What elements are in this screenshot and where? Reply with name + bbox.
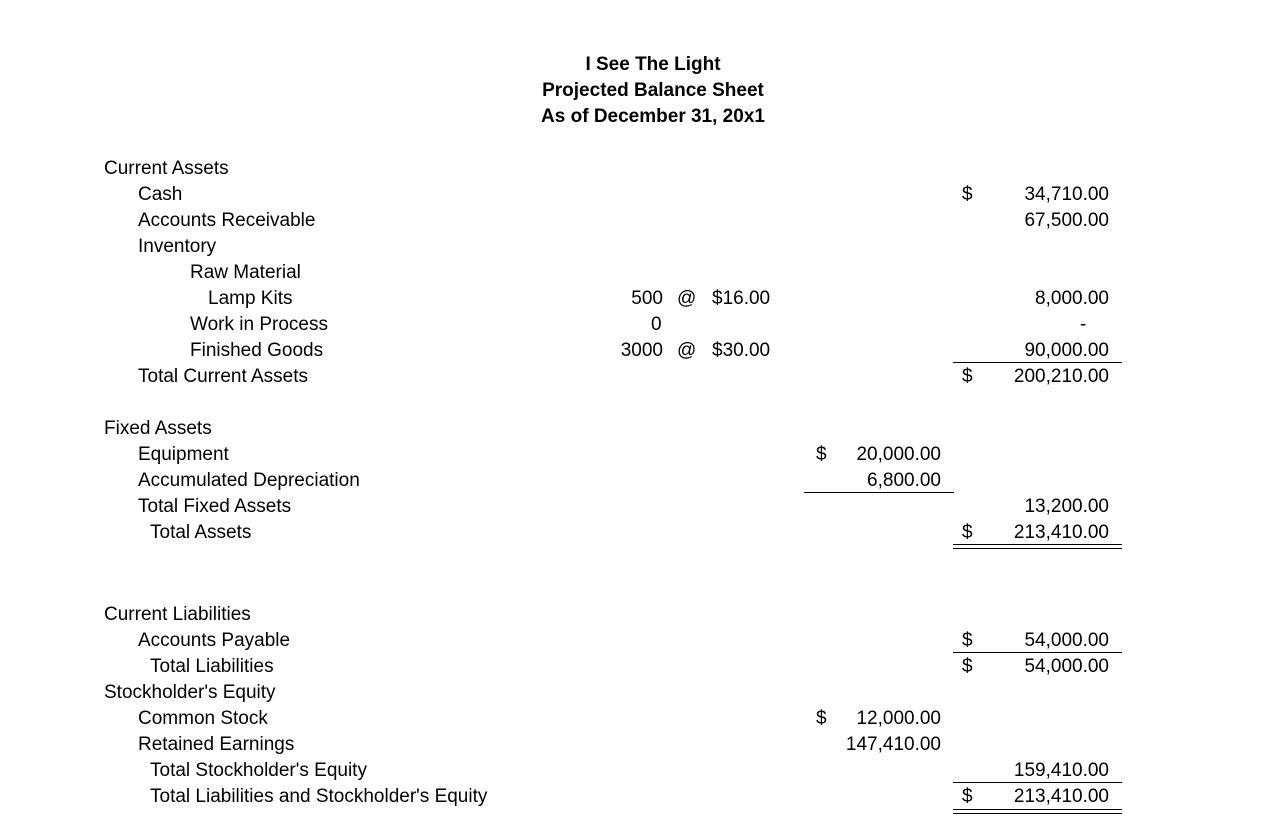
total-liabilities-currency: $ xyxy=(962,656,973,677)
current-liabilities-heading: Current Liabilities xyxy=(104,604,251,625)
finished-goods-qty: 3000 xyxy=(620,340,663,361)
retained-earnings-value: 147,410.00 xyxy=(845,734,941,755)
equipment-currency: $ xyxy=(816,444,827,465)
finished-goods-at: @ xyxy=(677,340,697,361)
finished-goods-price: $30.00 xyxy=(712,340,771,361)
accounts-payable-underline xyxy=(953,652,1122,653)
total-liabilities-equity-value: 213,410.00 xyxy=(1013,786,1109,807)
current-assets-heading: Current Assets xyxy=(104,158,229,179)
accounts-receivable-value: 67,500.00 xyxy=(1024,210,1109,231)
total-stockholders-equity-value: 159,410.00 xyxy=(1013,760,1109,781)
lamp-kits-qty: 500 xyxy=(631,288,663,309)
cash-label: Cash xyxy=(138,184,183,205)
total-liabilities-equity-double-underline-bottom xyxy=(953,813,1122,814)
accounts-payable-label: Accounts Payable xyxy=(138,630,291,651)
finished-goods-value: 90,000.00 xyxy=(1024,340,1109,361)
wip-qty: 0 xyxy=(651,314,662,335)
common-stock-label: Common Stock xyxy=(138,708,268,729)
finished-goods-underline xyxy=(953,362,1122,363)
total-current-assets-currency: $ xyxy=(962,366,973,387)
total-assets-label: Total Assets xyxy=(150,522,252,543)
accumulated-depreciation-value: 6,800.00 xyxy=(867,470,941,491)
statement-title: Projected Balance Sheet xyxy=(542,80,764,101)
cash-currency: $ xyxy=(962,184,973,205)
fixed-assets-heading: Fixed Assets xyxy=(104,418,212,439)
wip-label: Work in Process xyxy=(190,314,328,335)
total-liabilities-equity-label: Total Liabilities and Stockholder's Equity xyxy=(150,786,488,807)
accounts-payable-value: 54,000.00 xyxy=(1024,630,1109,651)
retained-earnings-label: Retained Earnings xyxy=(138,734,295,755)
company-name: I See The Light xyxy=(585,54,721,75)
inventory-label: Inventory xyxy=(138,236,217,257)
accumulated-depreciation-label: Accumulated Depreciation xyxy=(138,470,360,491)
lamp-kits-at: @ xyxy=(677,288,697,309)
total-liabilities-value: 54,000.00 xyxy=(1024,656,1109,677)
lamp-kits-price: $16.00 xyxy=(712,288,771,309)
accumulated-depreciation-underline xyxy=(804,492,954,493)
total-liabilities-equity-currency: $ xyxy=(962,786,973,807)
equipment-label: Equipment xyxy=(138,444,229,465)
lamp-kits-label: Lamp Kits xyxy=(208,288,293,309)
total-stockholders-equity-underline xyxy=(953,782,1122,783)
wip-value: - xyxy=(1080,314,1087,335)
total-fixed-assets-label: Total Fixed Assets xyxy=(138,496,292,517)
lamp-kits-value: 8,000.00 xyxy=(1035,288,1109,309)
total-liabilities-label: Total Liabilities xyxy=(150,656,274,677)
total-assets-value: 213,410.00 xyxy=(1013,522,1109,543)
common-stock-value: 12,000.00 xyxy=(856,708,941,729)
common-stock-currency: $ xyxy=(816,708,827,729)
total-current-assets-label: Total Current Assets xyxy=(138,366,309,387)
raw-material-label: Raw Material xyxy=(190,262,301,283)
total-current-assets-value: 200,210.00 xyxy=(1013,366,1109,387)
accounts-payable-currency: $ xyxy=(962,630,973,651)
accounts-receivable-label: Accounts Receivable xyxy=(138,210,316,231)
total-fixed-assets-value: 13,200.00 xyxy=(1024,496,1109,517)
cash-value: 34,710.00 xyxy=(1024,184,1109,205)
stockholders-equity-heading: Stockholder's Equity xyxy=(104,682,276,703)
total-assets-double-underline-bottom xyxy=(953,548,1122,549)
finished-goods-label: Finished Goods xyxy=(190,340,324,361)
statement-date: As of December 31, 20x1 xyxy=(541,106,765,127)
total-assets-double-underline-top xyxy=(953,544,1122,545)
total-assets-currency: $ xyxy=(962,522,973,543)
total-stockholders-equity-label: Total Stockholder's Equity xyxy=(150,760,367,781)
total-liabilities-equity-double-underline-top xyxy=(953,809,1122,810)
equipment-value: 20,000.00 xyxy=(856,444,941,465)
